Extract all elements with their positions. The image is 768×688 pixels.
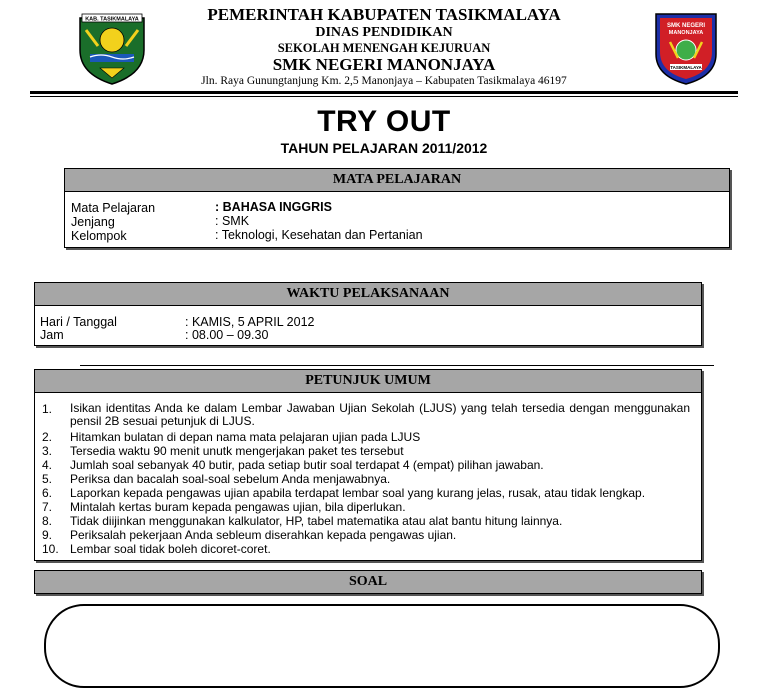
instructions-box xyxy=(34,369,702,561)
svg-text:KAB. TASIKMALAYA: KAB. TASIKMALAYA xyxy=(85,16,139,23)
right-logo-text-mid: MANONJAYA xyxy=(668,30,704,36)
instruction-number: 2. xyxy=(42,430,53,444)
instruction-text: Laporkan kepada pengawas ujian apabila terdapat lembar soal yang kurang jelas, rusak, atau tidak lengkap. xyxy=(70,486,646,500)
level-label: Jenjang xyxy=(71,215,115,229)
instruction-text: Tersedia waktu 90 menit unutk mengerjakan paket tes tersebut xyxy=(70,444,404,458)
instruction-text: Hitamkan bulatan di depan nama mata pelajaran ujian pada LJUS xyxy=(70,430,421,444)
right-logo-text-bottom: TASIKMALAYA xyxy=(670,65,702,70)
letterhead-rule-thick xyxy=(30,91,738,94)
questions-header: SOAL xyxy=(34,570,702,594)
date-label: Hari / Tanggal xyxy=(40,315,117,329)
letterhead-rule-thin xyxy=(30,96,738,97)
instruction-text: Isikan identitas Anda ke dalam Lembar Jawaban Ujian Sekolah (LJUS) yang telah tersedia dengan menggunakan pensil 2B sesuai petunjuk di LJUS. xyxy=(70,401,690,428)
letterhead-school-name: SMK NEGERI MANONJAYA xyxy=(272,55,496,74)
instruction-number: 5. xyxy=(42,472,53,486)
instruction-text: Tidak diijinkan menggunakan kalkulator, HP, tabel matematika atau alat bantu hitung lainnya. xyxy=(70,514,563,528)
subject-box-header: MATA PELAJARAN xyxy=(65,169,729,192)
subject-label: Mata Pelajaran xyxy=(71,201,156,215)
section-divider xyxy=(80,365,714,366)
hour-value: : 08.00 – 09.30 xyxy=(185,328,269,342)
instruction-number: 3. xyxy=(42,444,53,458)
letterhead-address: Jln. Raya Gunungtanjung Km. 2,5 Manonjaya – Kabupaten Tasikmalaya 46197 xyxy=(201,75,567,87)
page-subtitle: TAHUN PELAJARAN 2011/2012 xyxy=(280,140,488,156)
group-label: Kelompok xyxy=(71,229,127,243)
instruction-number: 6. xyxy=(42,486,53,500)
instruction-number: 1. xyxy=(42,402,53,416)
instructions-box-header: PETUNJUK UMUM xyxy=(35,370,701,393)
letterhead-department: DINAS PENDIDIKAN xyxy=(315,25,453,40)
right-logo-text-top: SMK NEGERI xyxy=(666,23,706,29)
instruction-text: Lembar soal tidak boleh dicoret-coret. xyxy=(70,542,271,556)
date-value: : KAMIS, 5 APRIL 2012 xyxy=(185,315,315,329)
level-value: : SMK xyxy=(215,214,250,228)
letterhead-government: PEMERINTAH KABUPATEN TASIKMALAYA xyxy=(207,5,561,24)
subject-box xyxy=(64,168,730,248)
instruction-number: 7. xyxy=(42,500,53,514)
time-box-header: WAKTU PELAKSANAAN xyxy=(35,283,701,306)
instruction-number: 10. xyxy=(42,542,59,556)
page-title: TRY OUT xyxy=(317,105,451,138)
hour-label: Jam xyxy=(40,328,64,342)
letterhead-school-type: SEKOLAH MENENGAH KEJURUAN xyxy=(277,41,491,55)
instruction-number: 4. xyxy=(42,458,53,472)
instruction-number: 8. xyxy=(42,514,53,528)
instruction-text: Mintalah kertas buram kepada pengawas ujian, bila diperlukan. xyxy=(70,500,406,514)
subject-value: : BAHASA INGGRIS xyxy=(215,200,332,214)
instruction-text: Jumlah soal sebanyak 40 butir, pada setiap butir soal terdapat 4 (empat) pilihan jawaban. xyxy=(70,458,544,472)
instruction-text: Periksalah pekerjaan Anda sebleum diserahkan kepada pengawas ujian. xyxy=(70,528,457,542)
instruction-text: Periksa dan bacalah soal-soal sebelum Anda menjawabnya. xyxy=(70,472,391,486)
questions-frame xyxy=(44,604,720,688)
time-box xyxy=(34,282,702,346)
instruction-number: 9. xyxy=(42,528,53,542)
group-value: : Teknologi, Kesehatan dan Pertanian xyxy=(215,228,423,242)
